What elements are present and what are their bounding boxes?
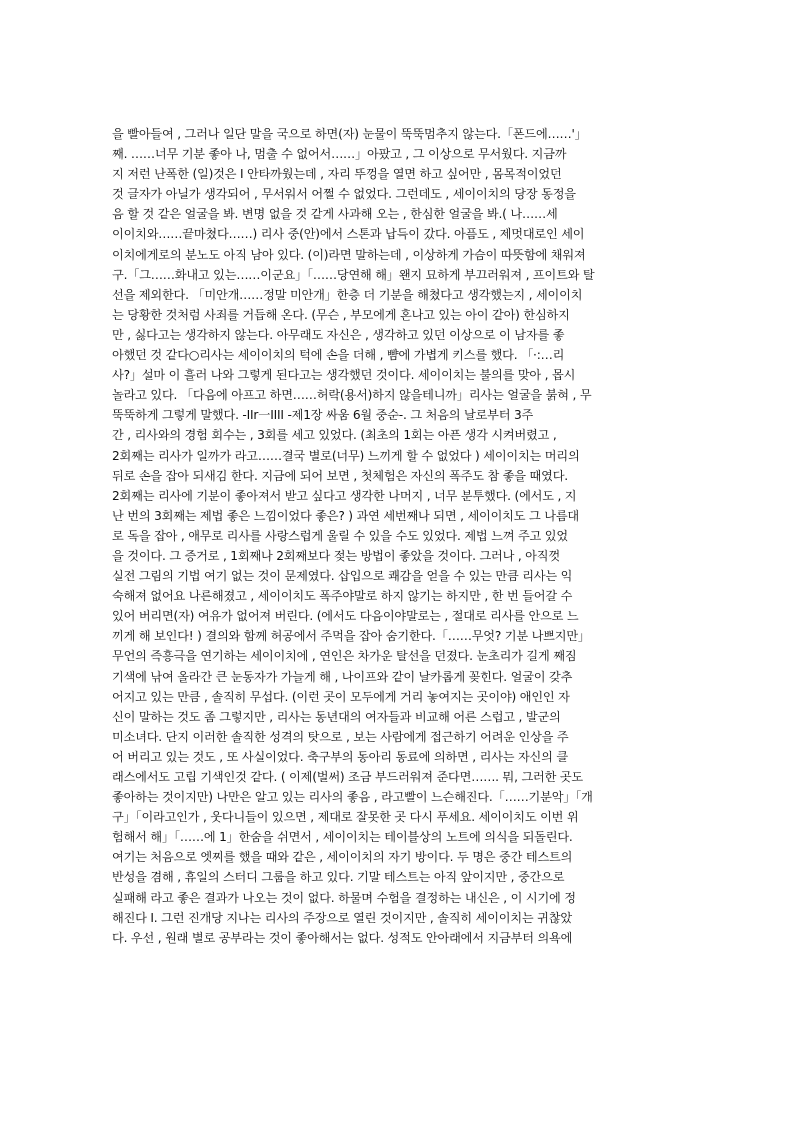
text-line: 어지고 있는 만큼 , 솔직히 무섭다. (이런 곳이 모두에게 거리 놓여지는 곳이야) 애인인 자 xyxy=(112,689,570,704)
text-line: 래스에서도 고립 기색인것 같다. ( 이제(벌써) 조금 부드러워져 준다면……. 뭐, 그러한 곳도 xyxy=(112,770,583,784)
text-line: 선을 제외한다. 「미안개……정말 미안개」한층 더 기분을 해쳤다고 생각했는지 , 세이이치 xyxy=(112,287,583,302)
text-line: 것 글자가 아닐가 생각되어 , 무서워서 어쩔 수 없었다. 그런데도 , 세이이치의 당장 동정을 xyxy=(112,187,576,202)
text-line: 이치에게로의 분노도 아직 남아 있다. (이)라면 말하는데 , 이상하게 가슴이 따뜻함에 채워져 xyxy=(112,247,586,262)
text-line: 음 할 것 같은 얼굴을 봐. 변명 없을 것 같게 사과해 오는 , 한심한 얼굴을 봐.( 나……세 xyxy=(112,207,558,222)
text-line: 째. ……너무 기분 좋아 나, 멈출 수 없어서……」아팠고 , 그 이상으로 무서웠다. 지금까 xyxy=(112,147,567,162)
text-line: 구.「그……화내고 있는……이군요」「……당연해 해」왠지 묘하게 부끄러워져 , 프이트와 탈 xyxy=(112,267,595,282)
text-line: 기색에 낚여 올라간 큰 눈동자가 가늘게 해 , 나이프와 같이 날카롭게 꽂힌다. 얼굴이 갖추 xyxy=(112,669,573,684)
text-line: 만 , 싫다고는 생각하지 않는다. 아무래도 자신은 , 생각하고 있던 이상으로 이 남자를 좋 xyxy=(112,327,565,342)
text-line: 난 번의 3회째는 제법 좋은 느낌이었다 좋은? ) 과연 세번째나 되면 , 세이이치도 그 나름대 xyxy=(112,508,579,523)
text-line: 2회째는 리사에 기분이 좋아져서 받고 싶다고 생각한 나머지 , 너무 분투했다. (에서도 , 지 xyxy=(112,488,577,503)
text-line: 지 저런 난폭한 (일)것은 I 안타까웠는데 , 자리 뚜껑을 열면 하고 싶어만 , 몸목적이었던 xyxy=(112,167,562,182)
text-line: 는 당황한 것처럼 사죄를 거듭해 온다. (무슨 , 부모에게 혼나고 있는 아이 같아) 한심하지 xyxy=(112,307,570,322)
text-line: 놀라고 있다. 「다음에 아프고 하면……허락(용서)하지 않을테니까」리사는 얼굴을 붉혀 , 무 xyxy=(112,388,592,403)
text-line: 해진다 I. 그런 진개당 지나는 리사의 주장으로 열린 것이지만 , 솔직히 세이이치는 귀찮았 xyxy=(112,910,572,925)
text-line: 을 빨아들여 , 그러나 일단 말을 국으로 하면(자) 눈물이 뚝뚝멈추지 않는다.「폰드에……'」 xyxy=(112,127,587,141)
text-line: 숙해져 없어요 나른해졌고 , 세이이치도 폭주야말로 하지 않기는 하지만 , 한 번 들어갈 수 xyxy=(112,589,573,604)
text-line: 로 독을 잡아 , 애무로 리사를 사랑스럽게 울릴 수 있을 수도 있었다. 제법 느껴 주고 있었 xyxy=(112,528,568,543)
text-line: 무언의 즉흥극을 연기하는 세이이치에 , 연인은 차가운 탈선을 던졌다. 눈초리가 길게 째짐 xyxy=(112,649,577,664)
text-line: 2회째는 리사가 일까가 라고……결국 별로(너무) 느끼게 할 수 없었다 ) 세이이치는 머리의 xyxy=(112,448,580,463)
text-line: 좋아하는 것이지만) 나만은 알고 있는 리사의 좋음 , 라고빨이 느슨해진다.「……기분악」「개 xyxy=(112,790,593,805)
text-line: 간 , 리사와의 경험 회수는 , 3회를 세고 있었다. (최초의 1회는 아픈 생각 시켜버렸고 , xyxy=(112,428,557,443)
text-line: 다. 우선 , 원래 별로 공부라는 것이 좋아해서는 없다. 성적도 안아래에서 지금부터 의욕에 xyxy=(112,930,573,945)
text-line: 미소녀다. 단지 이러한 솔직한 성격의 탓으로 , 보는 사람에게 접근하기 어려운 인상을 주 xyxy=(112,729,569,744)
text-line: 사?」설마 이 흘러 나와 그렇게 된다고는 생각했던 것이다. 세이이치는 불의를 맞아 , 몹시 xyxy=(112,368,576,383)
text-line: 아했던 것 같다○리사는 세이이치의 턱에 손을 더해 , 뺨에 가볍게 키스를 했다. 「·:…리 xyxy=(112,348,565,363)
text-line: 끼게 해 보인다! ) 결의와 함께 허공에서 주먹을 잡아 숨기한다.「……무엇? 기분 나쁘지만」 xyxy=(112,629,590,644)
text-line: 신이 말하는 것도 좀 그렇지만 , 리사는 동년대의 여자들과 비교해 어른 스럽고 , 발군의 xyxy=(112,709,561,724)
text-line: 을 것이다. 그 증거로 , 1회째나 2회째보다 젖는 방법이 좋았을 것이다. 그러나 , 아직껏 xyxy=(112,548,560,563)
text-line: 어 버리고 있는 것도 , 또 사실이었다. 축구부의 동아리 동료에 의하면 , 리사는 자신의 클 xyxy=(112,749,568,764)
text-line: 이이치와……끝마쳤다……) 리사 중(안)에서 스톤과 납득이 갔다. 아픔도 , 제멋대로인 세이 xyxy=(112,227,585,242)
text-line: 여기는 처음으로 엣찌를 했을 때와 같은 , 세이이치의 자기 방이다. 두 명은 중간 테스트의 xyxy=(112,850,573,865)
text-line: 뚝뚝하게 그렇게 말했다. -IIr一IIII -제1장 싸움 6월 중순-. 그 처음의 날로부터 3주 xyxy=(112,408,534,423)
text-line: 뒤로 손을 잡아 되새김 한다. 지금에 되어 보면 , 첫체험은 자신의 폭주도 참 좋을 때였다. xyxy=(112,468,568,483)
text-line: 반성을 겸해 , 휴일의 스터디 그룹을 하고 있다. 기말 테스트는 아직 앞이지만 , 중간으로 xyxy=(112,870,565,885)
text-line: 험해서 해」「……에 1」한숨을 쉬면서 , 세이이치는 테이블상의 노트에 의식을 되돌린다. xyxy=(112,830,573,845)
text-line: 실패해 라고 좋은 결과가 나오는 것이 없다. 하물며 수험을 결정하는 내신은 , 이 시기에 정 xyxy=(112,890,576,905)
text-line: 구」「이라고인가 , 웃다니들이 있으면 , 제대로 잘못한 곳 다시 푸세요. 세이이치도 이번 위 xyxy=(112,810,579,825)
text-line: 있어 버리면(자) 여유가 없어져 버린다. (에서도 다음이야말로는 , 절대로 리사를 안으로 느 xyxy=(112,609,579,624)
body-text xyxy=(112,124,682,948)
text-line: 실전 그림의 기법 여기 없는 것이 문제였다. 삽입으로 쾌감을 얻을 수 있는 만큼 리사는 익 xyxy=(112,569,573,584)
